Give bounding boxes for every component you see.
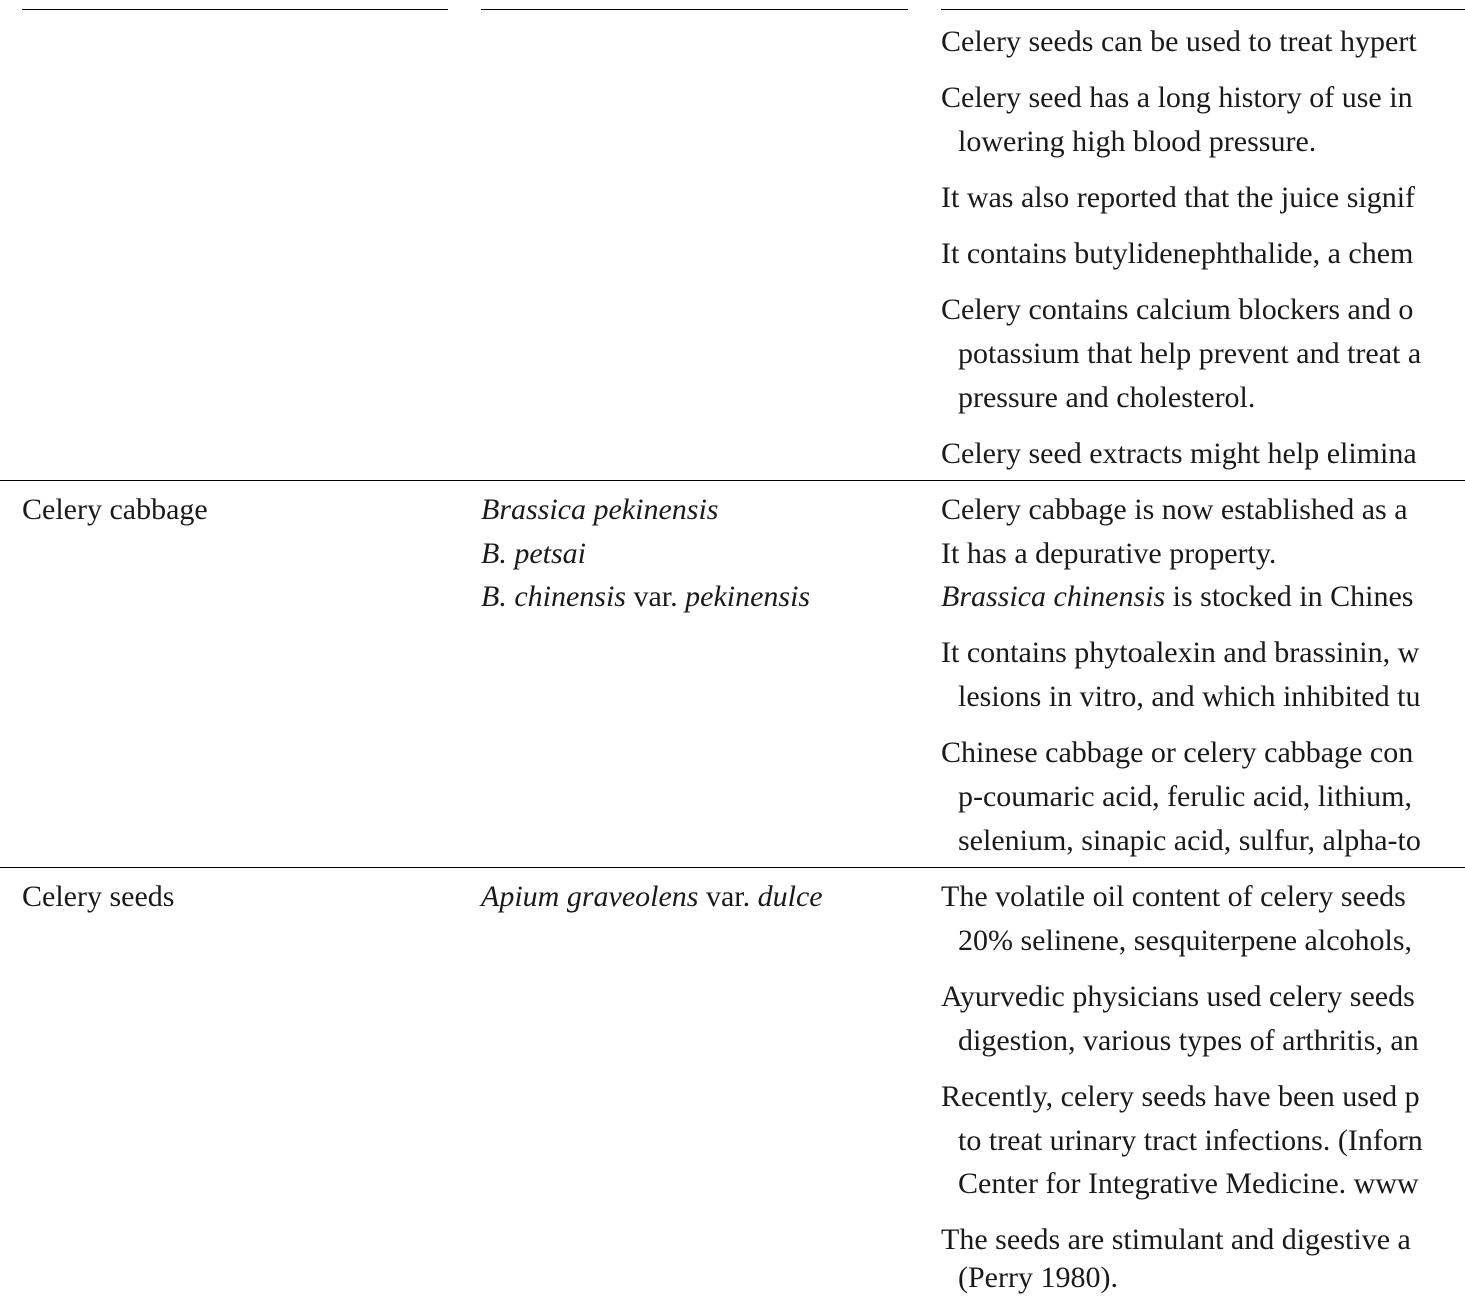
entry-text: Celery seed extracts might help elimina	[941, 437, 1417, 470]
entry-text: Chinese cabbage or celery cabbage con	[941, 736, 1414, 769]
entry-text: The volatile oil content of celery seeds	[941, 880, 1406, 913]
entry-text: The seeds are stimulant and digestive a	[941, 1223, 1411, 1256]
entry-text: Celery contains calcium blockers and o	[941, 293, 1414, 326]
row-divider	[0, 867, 1465, 868]
species-variety: pekinensis	[685, 580, 811, 613]
entry-text: lesions in vitro, and which inhibited tu	[958, 680, 1421, 713]
entry-text: Celery seeds can be used to treat hypert	[941, 25, 1417, 58]
entry-text: It contains butylidenephthalide, a chem	[941, 237, 1414, 270]
entry-text: digestion, various types of arthritis, an	[958, 1024, 1419, 1057]
species-var: var.	[625, 580, 686, 613]
entry-text: (Perry 1980).	[958, 1261, 1118, 1294]
species-italic: Brassica pekinensis	[481, 493, 719, 526]
common-name: Celery seeds	[22, 880, 175, 913]
entry-text: It was also reported that the juice signif	[941, 181, 1416, 214]
species-name	[481, 575, 810, 619]
species-name	[481, 488, 718, 532]
species-name	[481, 532, 586, 576]
header-rule-col1	[22, 9, 448, 10]
entry-text: It contains phytoalexin and brassinin, w	[941, 636, 1420, 669]
species-name	[481, 875, 823, 919]
header-rule-col2	[481, 9, 908, 10]
entry-text: selenium, sinapic acid, sulfur, alpha-to	[958, 824, 1421, 857]
entry-text: potassium that help prevent and treat a	[958, 337, 1422, 370]
entry-text: to treat urinary tract infections. (Inforn	[958, 1124, 1423, 1157]
entry-rest: is stocked in Chines	[1165, 580, 1414, 613]
entry-text	[941, 575, 1413, 619]
entry-text: It has a depurative property.	[941, 537, 1277, 570]
species-italic: B. chinensis	[481, 580, 626, 613]
entry-text: pressure and cholesterol.	[958, 381, 1256, 414]
entry-text: Recently, celery seeds have been used p	[941, 1080, 1420, 1113]
entry-text: Center for Integrative Medicine. www	[958, 1167, 1419, 1200]
row-divider	[0, 480, 1465, 481]
entry-text: lowering high blood pressure.	[958, 125, 1317, 158]
entry-text: Celery seed has a long history of use in	[941, 81, 1413, 114]
entry-text: Ayurvedic physicians used celery seeds	[941, 980, 1415, 1013]
entry-italic: Brassica chinensis	[941, 580, 1166, 613]
entry-text: 20% selinene, sesquiterpene alcohols,	[958, 924, 1413, 957]
species-var: var.	[698, 880, 758, 913]
species-italic: Apium graveolens	[481, 880, 699, 913]
header-rule-col3	[941, 9, 1465, 10]
species-variety: dulce	[757, 880, 823, 913]
species-italic: B. petsai	[481, 537, 586, 570]
entry-text: Celery cabbage is now established as a	[941, 493, 1408, 526]
common-name: Celery cabbage	[22, 493, 208, 526]
entry-text: p-coumaric acid, ferulic acid, lithium,	[958, 780, 1412, 813]
